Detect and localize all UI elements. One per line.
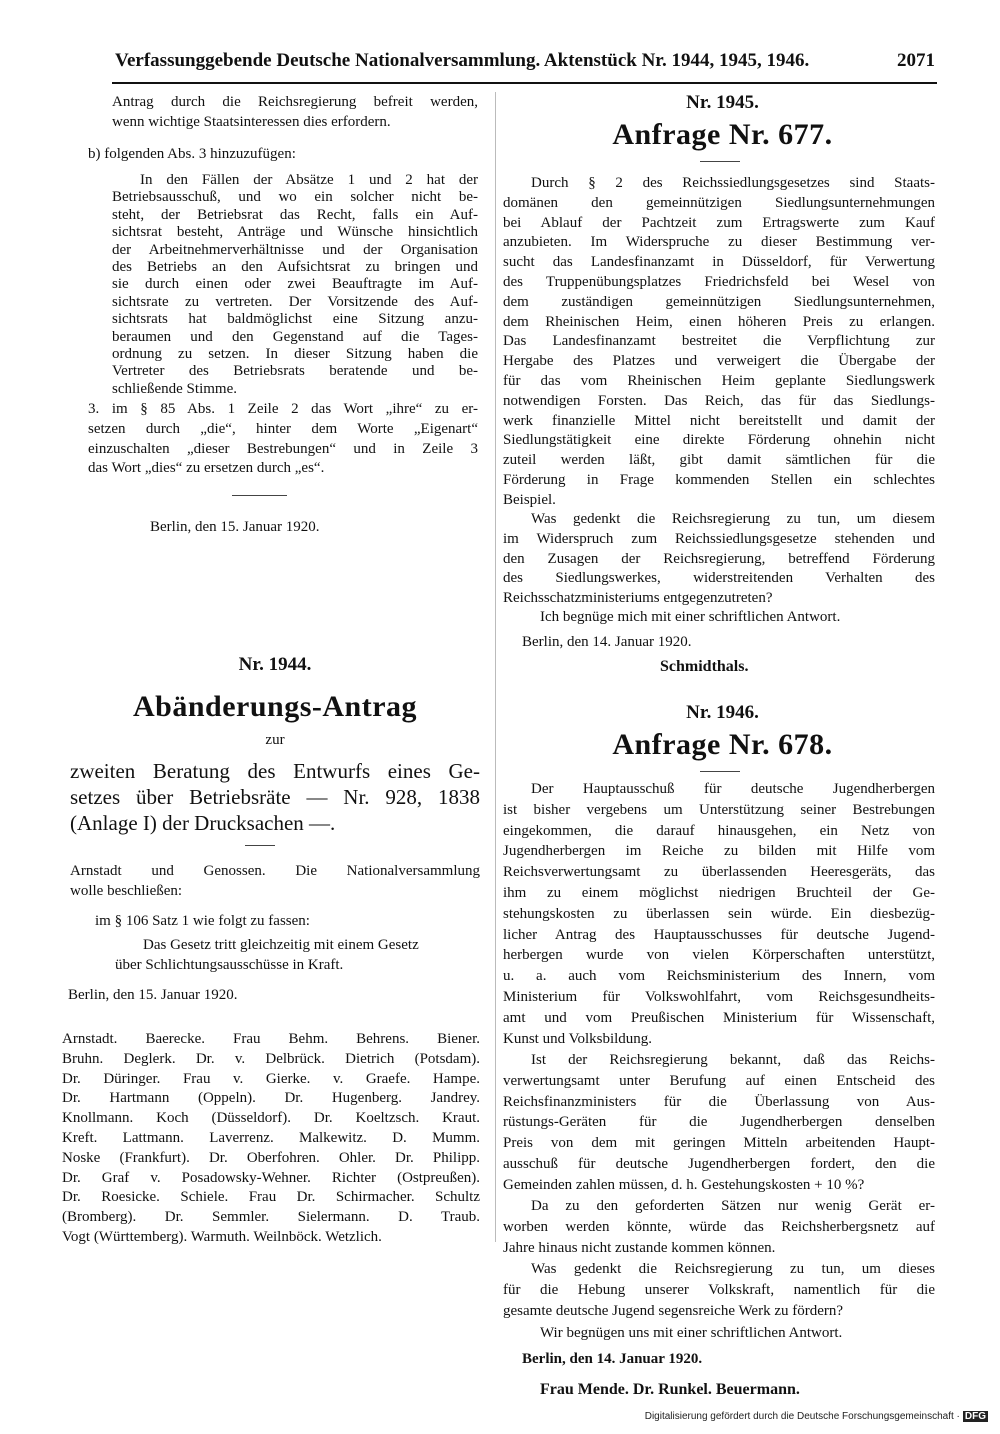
text-line: des Betriebs an den Aufsichtsrat zu bringen und — [112, 259, 478, 276]
text-line: eingekommen, die darauf hinausgehen, ein Netz von — [503, 822, 935, 839]
intro-text — [70, 862, 480, 902]
paragraph — [503, 1050, 935, 1196]
text-line: Was gedenkt die Reichsregierung zu tun, um dieses — [531, 1261, 935, 1277]
item-b-text — [112, 172, 478, 398]
signatory-list — [62, 1030, 480, 1248]
text-line: ordnung zu setzen. In dieser Sitzung haben die — [112, 346, 478, 363]
text-line: für die Hebung unserer Volkskraft, namentlich für die — [503, 1281, 935, 1298]
text-line: Knollmann. Koch (Düsseldorf). Dr. Koeltzsch. Kraut. — [62, 1110, 480, 1127]
item-b-label: b) folgenden Abs. 3 hinzuzufügen: — [88, 146, 296, 162]
text-line: licher Antrag des Hauptausschusses für deutsche Jugend- — [503, 926, 935, 943]
text-line: Reichsschatzministeriums entgegenzutreten? — [503, 590, 773, 607]
text-line: 3. im § 85 Abs. 1 Zeile 2 das Wort „ihre“ zu er- — [88, 401, 478, 417]
text-line: Das Gesetz tritt gleichzeitig mit einem Gesetz — [143, 937, 419, 953]
item-3-text — [88, 400, 478, 479]
signature: Schmidthals. — [660, 658, 749, 675]
instruction-text: im § 106 Satz 1 wie folgt zu fassen: — [95, 913, 310, 929]
doc-subtitle-1944 — [70, 758, 480, 836]
dfg-logo: DFG — [964, 1411, 986, 1422]
text-line: herbergen wurde von vielen Körperschaften unterstützt, — [503, 947, 935, 964]
text-line: stehungskosten zu überlassen sein würde. Ein diesbezüg- — [503, 905, 935, 922]
text-line: In den Fällen der Absätze 1 und 2 hat der — [140, 172, 478, 188]
footer-credit — [645, 1411, 988, 1422]
text-line: des Truppenübungsplatzes Friedrichsfeld bei Wesel von — [503, 273, 935, 290]
doc-number-1944: Nr. 1944. — [238, 654, 312, 675]
text-line: dem zuständigen gemeinnützigen Siedlungsunternehmen, — [503, 293, 935, 310]
text-line: wolle beschließen: — [70, 882, 183, 899]
separator — [232, 495, 287, 496]
credit-text: Digitalisierung gefördert durch die Deutsche Forschungsgemeinschaft · — [644, 1411, 960, 1422]
text-line: notwendigen Forsten. Das Reich, das für das Siedlungs- — [503, 392, 935, 409]
text-line: bei Ablauf der Pachtzeit zum Ertragswerte zum Kauf — [503, 214, 935, 231]
text-line: über Schlichtungsausschüsse in Kraft. — [115, 956, 344, 973]
doc-number-1946: Nr. 1946. — [686, 702, 759, 723]
text-line: rüstungs-Geräten für die Jugendherbergen denselben — [503, 1114, 935, 1131]
signatures: Frau Mende. Dr. Runkel. Beuermann. — [540, 1381, 800, 1398]
running-title: Verfassunggebende Deutsche Nationalversammlung. Aktenstück Nr. 1944, 1945, 1946. — [115, 50, 810, 71]
text-line: Jugendherbergen im Reiche zu bilden mit Hilfe vom — [503, 843, 935, 860]
text-line: Ist der Reichsregierung bekannt, daß das Reichs- — [531, 1052, 935, 1068]
text-line: Arnstadt und Genossen. Die Nationalversammlung — [70, 863, 480, 879]
page-header — [115, 50, 935, 72]
text-line: Reichsverwertungsamt zu überlassenden Heeresgeräts, das — [503, 864, 935, 881]
text-line: Dr. Hartmann (Oppeln). Dr. Hugenberg. Jandrey. — [62, 1090, 480, 1107]
text-line: Jahre hinaus nicht zustande kommen können. — [503, 1239, 776, 1256]
doc-number-1945: Nr. 1945. — [686, 92, 759, 113]
text-line: Preis von dem mit geringen Mitteln arbeitenden Haupt- — [503, 1135, 935, 1152]
text-line: des Siedlungswerkes, widerstreitenden Verhalten des — [503, 570, 935, 587]
text-line: sichtsrate zu vertreten. Der Vorsitzende des Auf- — [112, 293, 478, 310]
separator — [245, 845, 275, 846]
text-line: Hergabe des Platzes und verweigert die Übergabe der — [503, 353, 935, 370]
continuation-text — [112, 93, 478, 133]
text-line: Vertreter des Betriebsrats beratende und be- — [112, 363, 478, 380]
text-line: Durch § 2 des Reichssiedlungsgesetzes sind Staats- — [531, 175, 935, 191]
text-line: Gemeinden zahlen müssen, d. h. Gestehungskosten + 10 %? — [503, 1176, 865, 1193]
separator — [700, 161, 740, 162]
text-line: zweiten Beratung des Entwurfs eines Ge- — [70, 759, 480, 783]
text-line: Der Hauptausschuß für deutsche Jugendherbergen — [531, 781, 935, 797]
closing: Wir begnügen uns mit einer schriftlichen Antwort. — [540, 1325, 843, 1341]
text-line: amt und vom Preußischen Ministerium für Wissenschaft, — [503, 1009, 935, 1026]
paragraph — [503, 1196, 935, 1258]
text-line: ausschuß für deutsche Jugendherbergen fordert, den die — [503, 1155, 935, 1172]
text-line: Beispiel. — [503, 491, 556, 508]
doc-title-1946: Anfrage Nr. 678. — [612, 728, 833, 761]
text-line: beraumen und den Gegenstand auf die Tages- — [112, 328, 478, 345]
text-line: Ministerium für Volkswohlfahrt, vom Reichsgesundheits- — [503, 988, 935, 1005]
text-line: Förderung in Frage kommenden Stellen ein schlechtes — [503, 471, 935, 488]
date: Berlin, den 14. Januar 1920. — [522, 1351, 703, 1367]
text-line: einzuschalten „dieser Bestrebungen“ und in Zeile 3 — [88, 440, 478, 457]
text-line: Bruhn. Deglerk. Dr. v. Delbrück. Dietrich (Potsdam). — [62, 1050, 480, 1067]
text-line: das Wort „dies“ zu ersetzen durch „es“. — [88, 460, 325, 477]
text-line: steht, der Betriebsrat das Recht, falls ein Auf- — [112, 206, 478, 223]
text-line: schließende Stimme. — [112, 380, 237, 397]
text-line: zuteil werden läßt, gibt damit sämtlichen für die — [503, 452, 935, 469]
text-line: werk finanzielle Mittel nicht bereitstellt und damit der — [503, 412, 935, 429]
paragraph — [503, 510, 935, 609]
text-line: wenn wichtige Staatsinteressen dies erfordern. — [112, 113, 391, 130]
paragraph — [503, 174, 935, 511]
text-line: Arnstadt. Baerecke. Frau Behm. Behrens. Biener. — [62, 1031, 480, 1047]
text-line: setzen durch „die“, hinter dem Worte „Eigenart“ — [88, 420, 478, 437]
page-number: 2071 — [897, 50, 935, 71]
date: Berlin, den 15. Januar 1920. — [68, 987, 238, 1003]
text-line: Betriebsausschuß, und wo ein solcher nicht be- — [112, 189, 478, 206]
text-line: worben werden könnte, würde das Reichsherbergsnetz auf — [503, 1218, 935, 1235]
text-line: (Bromberg). Dr. Semmler. Sielermann. D. Traub. — [62, 1209, 480, 1226]
quote-text — [115, 936, 480, 976]
separator — [700, 771, 740, 772]
text-line: Reichsfinanzministers für die Überlassung von Aus- — [503, 1093, 935, 1110]
doc-title-1944: Abänderungs-Antrag — [132, 690, 418, 723]
text-line: ist bisher vergebens um Unterstützung seiner Bestrebungen — [503, 801, 935, 818]
text-line: Dr. Roesicke. Schiele. Frau Dr. Schirmacher. Schultz — [62, 1189, 480, 1206]
text-line: Kunst und Volksbildung. — [503, 1030, 653, 1047]
text-line: im Widerspruch zum Reichssiedlungsgesetze stehenden und — [503, 530, 935, 547]
text-line: Antrag durch die Reichsregierung befreit werden, — [112, 94, 478, 110]
text-line: u. a. auch vom Reichsministerium des Innern, vom — [503, 968, 935, 985]
text-line: Kreft. Lattmann. Laverrenz. Malkewitz. D. Mumm. — [62, 1129, 480, 1146]
text-line: sichtsrat besteht, Anträge und Wünsche hinsichtlich — [112, 224, 478, 241]
text-line: Das Landesfinanzamt bestreitet die Verpflichtung zur — [503, 333, 935, 350]
text-line: Siedlungstätigkeit eine direkte Förderung ohnehin nicht — [503, 432, 935, 449]
text-line: sucht das Landesfinanzamt in Düsseldorf, für Verwertung — [503, 254, 935, 271]
text-line: setzes über Betriebsräte — Nr. 928, 1838 — [70, 785, 480, 809]
text-line: ihm zu einem möglichst niedrigen Bruchteil der Ge- — [503, 884, 935, 901]
text-line: Was gedenkt die Reichsregierung zu tun, um diesem — [531, 511, 935, 527]
text-line: Dr. Graf v. Posadowsky-Wehner. Richter (Ostpreußen). — [62, 1169, 480, 1186]
text-line: anzubieten. Im Widerspruche zu dieser Bestimmung ver- — [503, 234, 935, 251]
date: Berlin, den 14. Januar 1920. — [522, 634, 692, 650]
doc-title-1945: Anfrage Nr. 677. — [612, 118, 833, 151]
text-line: den Zusagen der Reichsregierung, betreffend Förderung — [503, 550, 935, 567]
text-line: dem Rheinischen Heim, einen höheren Preis zu erlangen. — [503, 313, 935, 330]
text-line: domänen den gemeinnützigen Siedlungsunternehmungen — [503, 194, 935, 211]
text-line: der Arbeitnehmerverhältnisse und der Organisation — [112, 241, 478, 258]
column-divider — [495, 92, 496, 1242]
text-line: Dr. Düringer. Frau v. Gierke. v. Graefe. Hampe. — [62, 1070, 480, 1087]
text-line: sichtsrats hat baldmöglichst eine Sitzung anzu- — [112, 311, 478, 328]
text-line: gesamte deutsche Jugend segensreiche Werk zu fördern? — [503, 1302, 844, 1319]
header-rule — [112, 82, 937, 84]
text-line: Da zu den geforderten Sätzen nur wenig Gerät er- — [531, 1198, 935, 1214]
text-line: für das vom Rheinischen Heim geplante Siedlungswerk — [503, 372, 935, 389]
text-line: (Anlage I) der Drucksachen —. — [70, 811, 336, 835]
paragraph — [503, 779, 935, 1049]
date: Berlin, den 15. Januar 1920. — [150, 519, 320, 535]
paragraph — [503, 1259, 935, 1321]
doc-zur: zur — [265, 732, 285, 748]
text-line: Noske (Frankfurt). Dr. Oberfohren. Ohler. Dr. Philipp. — [62, 1149, 480, 1166]
closing: Ich begnüge mich mit einer schriftlichen Antwort. — [540, 609, 841, 625]
text-line: Vogt (Württemberg). Warmuth. Weilnböck. Wetzlich. — [62, 1228, 382, 1245]
text-line: sie durch einen oder zwei Beauftragte im Auf- — [112, 276, 478, 293]
text-line: verwertungsamt unter Berufung auf einen Entscheid des — [503, 1072, 935, 1089]
